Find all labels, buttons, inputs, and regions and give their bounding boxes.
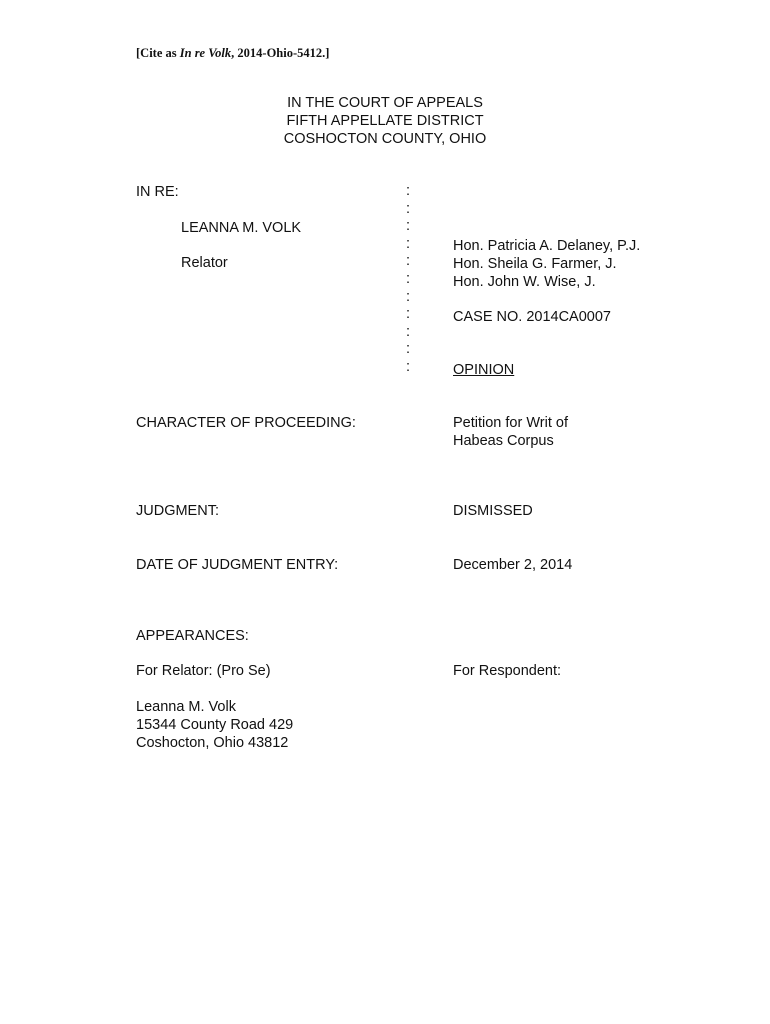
caption-colon: : [406, 235, 411, 252]
caption-colon: : [406, 253, 411, 270]
caption-colon: : [406, 200, 411, 217]
court-name: IN THE COURT OF APPEALS [287, 95, 483, 111]
address-line: 15344 County Road 429 [136, 717, 294, 733]
citation-prefix: [Cite as [136, 46, 180, 60]
district-name: FIFTH APPELLATE DISTRICT [286, 113, 484, 129]
court-header [0, 94, 770, 148]
proceeding-value-line: Petition for Writ of [453, 415, 568, 431]
caption-colon: : [406, 218, 411, 235]
county-name: COSHOCTON COUNTY, OHIO [283, 131, 487, 147]
citation-line [136, 46, 329, 61]
judge-name: Hon. Patricia A. Delaney, P.J. [453, 238, 641, 254]
proceeding-value [453, 414, 568, 450]
citation-suffix: , 2014-Ohio-5412.] [231, 46, 330, 60]
respondent-counsel-label: For Respondent: [453, 663, 562, 679]
entry-date-value: December 2, 2014 [453, 557, 573, 573]
case-number: CASE NO. 2014CA0007 [453, 309, 611, 325]
judgment-label: JUDGMENT: [136, 503, 219, 519]
entry-date-label: DATE OF JUDGMENT ENTRY: [136, 557, 339, 573]
judgment-value: DISMISSED [453, 503, 533, 519]
caption-colon: : [406, 323, 411, 340]
judge-name: Hon. Sheila G. Farmer, J. [453, 256, 617, 272]
caption-colon: : [406, 341, 411, 358]
caption-colon: : [406, 288, 411, 305]
appearances-heading: APPEARANCES: [136, 628, 249, 644]
party-role: Relator [181, 255, 228, 271]
relator-address-block [136, 698, 293, 752]
caption-colon: : [406, 183, 411, 199]
judge-name: Hon. John W. Wise, J. [453, 274, 596, 290]
panel-judges [453, 237, 640, 291]
proceeding-value-line: Habeas Corpus [453, 433, 554, 449]
relator-counsel-label: For Relator: (Pro Se) [136, 663, 271, 679]
caption-colon: : [406, 306, 411, 323]
citation-case-name: In re Volk [179, 46, 232, 60]
caption-colon: : [406, 270, 411, 287]
party-name: LEANNA M. VOLK [181, 220, 302, 236]
address-line: Leanna M. Volk [136, 699, 236, 715]
caption-colon: : [406, 358, 411, 375]
caption-colon-column [406, 183, 416, 377]
opinion-label: OPINION [453, 362, 515, 378]
proceeding-label: CHARACTER OF PROCEEDING: [136, 415, 356, 431]
address-line: Coshocton, Ohio 43812 [136, 735, 289, 751]
in-re-label: IN RE: [136, 184, 179, 200]
